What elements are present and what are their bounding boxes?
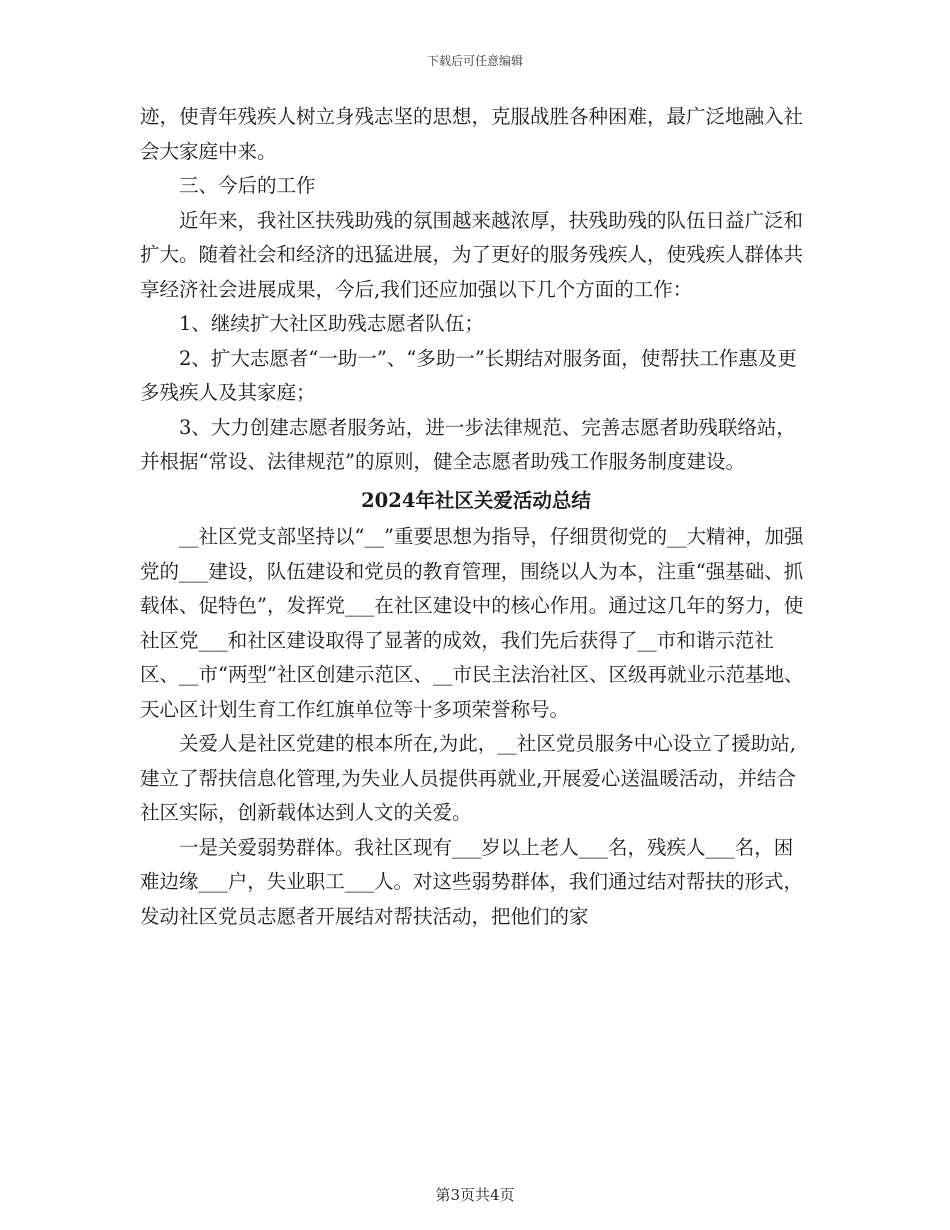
paragraph: 一是关爱弱势群体。我社区现有___岁以上老人___名，残疾人___名，困难边缘___户，失业职工___人。对这些弱势群体，我们通过结对帮扶的形式，发动社区党员志愿者开展结对帮扶活动，把他们的家 xyxy=(140,835,804,928)
page-header: 下载后可任意编辑 xyxy=(426,54,523,68)
paragraph: __社区党支部坚持以“__”重要思想为指导，仔细贯彻党的__大精神，加强党的___建设，队伍建设和党员的教育管理，围绕以人为本，注重“强基础、抓载体、促特色”，发挥党___在社区建设中的核心作用。通过这几年的努力，使社区党___和社区建设取得了显著的成效，我们先后获得了__市和谐示范社区、__市“两型”社区创建示范区、__市民主法治社区、区级再就业示范基地、天心区计划生育工作红旗单位等十多项荣誉称号。 xyxy=(140,525,804,721)
list-item: 2、扩大志愿者“一助一”、“多助一”长期结对服务面，使帮扶工作惠及更多残疾人及其家庭； xyxy=(140,346,797,404)
document-title: 2024年社区关爱活动总结 xyxy=(361,488,591,512)
paragraph: 近年来，我社区扶残助残的氛围越来越浓厚，扶残助残的队伍日益广泛和扩大。随着社会和经济的迅猛进展，为了更好的服务残疾人，使残疾人群体共享经济社会进展成果，今后,我们还应加强以下几个方面的工作： xyxy=(140,208,804,301)
list-item: 3、大力创建志愿者服务站，进一步法律规范、完善志愿者助残联络站，并根据“常设、法律规范”的原则，健全志愿者助残工作服务制度建设。 xyxy=(140,415,796,473)
section-heading: 三、今后的工作 xyxy=(179,174,316,197)
document-body xyxy=(140,100,812,934)
paragraph: 关爱人是社区党建的根本所在,为此，__社区党员服务中心设立了援助站,建立了帮扶信息化管理,为失业人员提供再就业,开展爱心送温暖活动，并结合社区实际，创新载体达到人文的关爱。 xyxy=(140,732,796,824)
paragraph: 迹，使青年残疾人树立身残志坚的思想，克服战胜各种困难，最广泛地融入社会大家庭中来。 xyxy=(140,105,804,163)
page-number: 第3页共4页 xyxy=(435,1186,515,1204)
list-item: 1、继续扩大社区助残志愿者队伍； xyxy=(179,312,484,335)
